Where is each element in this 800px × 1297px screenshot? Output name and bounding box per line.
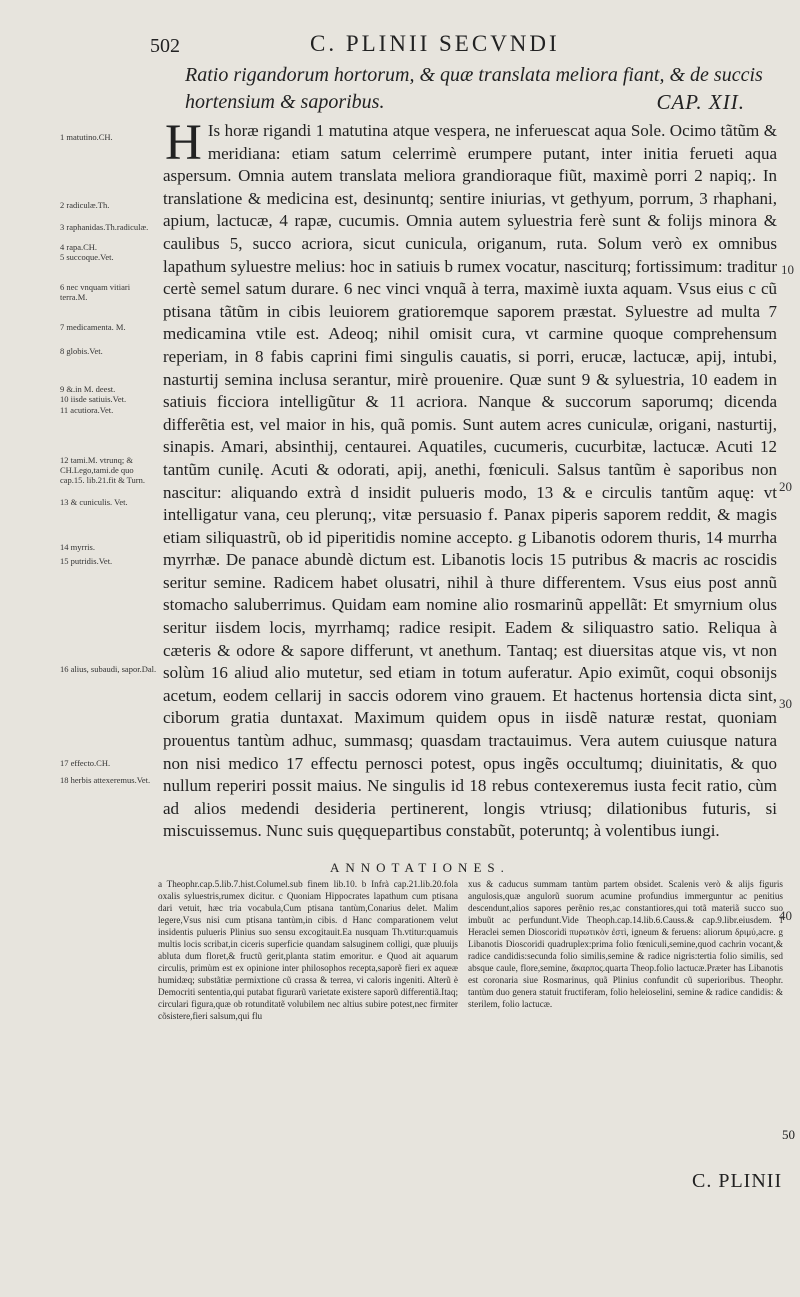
margin-note: 2 radiculæ.Th. xyxy=(60,200,110,210)
margin-note: 18 herbis attexeremus.Vet. xyxy=(60,775,151,785)
chapter-heading xyxy=(185,62,785,116)
line-number: 30 xyxy=(779,696,792,711)
line-number: 20 xyxy=(779,479,792,494)
catchword: C. PLINII xyxy=(692,1170,783,1192)
chapter-text: Is horæ rigandi 1 matutina atque vespera, ne inferuescat aqua Sole. Ocimo tãtũm & meridiana: etiam satum celerrimè erumpere putant, inter initia ferueti aqua aspersum. Omnia autem translata meliora grandioraque fiũt, maximè porri 2 napiq;. In translatione & medicina est, desinuntq; sentire iniurias, vt gethyum, porrum, 3 rhaphani, apium, lactucæ, 4 rapæ, cucumis. Omnia autem syluestria ferè sunt & folijs minora & caulibus 5, succo acriora, sicut cunicula, origanum, ruta. Solum verò ex omnibus lapathum syluestre melius: hoc in satiuis b rumex vocatur, nasciturq; fortissimum: traditur certè semel satum durare. 6 nec vinci vnquã à terra, maximè iuxta aquam. Vsus eius c cũ ptisana tãtũm in cibis leuiorem gratioremque saporem præstat. Syluestre ad multa 7 medicamina vtile est. Adeoq; nihil omisit cura, vt carmine quoque comprehensum reperiam, in 8 fabis caprini fimi singulis cauatis, si porri, erucæ, lactucæ, apij, intubi, nasturtij semina inclusa serantur, mirè prouenire. Quæ sunt 9 & syluestria, 10 eadem in satiuis ficciora intelligũtur & 11 acriora. Nanque & succorum saporumq; dicenda differẽtia est, vel maior in his, quã pomis. Sunt autem acres cuniculæ, origani, nasturtij, sinapis. Amari, absinthij, centaurei. Aquatiles, cucumeris, cucurbitæ, lactucæ. Acuti 12 tantũm cunilę. Acuti & odorati, apij, anethi, fœniculi. Salsus tantũm è saporibus non nascitur: aliquando extrà d insidit pulueris modo, 13 & e circulis tantũm aquę: vt intelligatur vana, ceu plerunq;, vitæ persuasio f. Panax piperis saporem reddit, & magis etiam siliquastrũ, ob id piperitidis nomine accepto. g Libanotis odorem thuris, 14 murrha myrrhæ. De panace abundè dictum est. Libanotis locis 15 putribus & macris ac roscidis seritur semine. Radicem habet olusatri, nihil à thure differentem. Vsus eius post annũ stomacho saluberrimus. Quidam eam nomine alio rosmarinũ appellãt: Et smyrnium olus seritur iisdem locis, myrrhamq; radice resipit. Eadem & siliquastro satio. Reliqua à cæteris & odore & sapore differunt, vt anethum. Tantaq; est diuersitas atque vis, vt non solùm 16 aliud alio mutetur, sed etiam in totum auferatur. Apio eximũt, coqui obsonijs acetum, eodem cellarij in saccis odorem vino grauem. Et hactenus hortensia dicta sint, ciborum gratia duntaxat. Maximum quidem opus in iisdẽ naturæ restat, quoniam prouentus tantùm adhuc, summasq; quasdam tractauimus. Vera autem cuiusque natura non nisi medico 17 effectu pernosci potest, opus ingẽs occultumq; diuinitatis, & quo nullum reperiri possit maius. Ne singulis id 18 rebus contexeremus iusta fecit ratio, cùm ad alios medendi desideria pertinerent, longis vtriusq; dilationibus futuris, si miscuissemus. Nunc suis quęquepartibus constabũt, poteruntq; à volentibus iungi. xyxy=(163,121,777,841)
running-title: C. PLINII SECVNDI xyxy=(310,31,560,56)
annotations-title: ANNOTATIONES. xyxy=(330,860,510,875)
margin-note: 11 acutiora.Vet. xyxy=(60,405,114,415)
margin-note: 13 & cuniculis. Vet. xyxy=(60,497,128,507)
margin-note: 1 matutino.CH. xyxy=(60,132,113,142)
margin-note: 14 myrris. xyxy=(60,542,95,552)
margin-note: 6 nec vnquam vitiari terra.M. xyxy=(60,282,131,302)
margin-note: 17 effecto.CH. xyxy=(60,758,111,768)
margin-note: 5 succoque.Vet. xyxy=(60,252,114,262)
margin-note: 7 medicamenta. M. xyxy=(60,322,126,332)
line-number: 50 xyxy=(782,1127,795,1142)
margin-note: 16 alius, subaudi, sapor.Dal. xyxy=(60,664,157,674)
margin-note: 12 tami.M. vtrunq; & CH.Lego,tami.de quo cap.15. lib.21.fit & Turn. xyxy=(60,455,146,485)
margin-note: 3 raphanidas.Th.radiculæ. xyxy=(60,222,149,232)
chapter-heading-text: Ratio rigandorum hortorum, & quæ translata meliora fiant, & de succis hortensium & saporibus. xyxy=(185,64,763,113)
margin-note: 4 rapa.CH. xyxy=(60,242,98,252)
page-number: 502 xyxy=(150,35,180,57)
drop-cap: H xyxy=(165,115,202,171)
line-number: 10 xyxy=(781,262,794,277)
chapter-body xyxy=(163,115,777,843)
line-number: 40 xyxy=(779,908,792,923)
margin-note: 10 iisde satiuis.Vet. xyxy=(60,394,127,404)
margin-note: 9 &.in M. deest. xyxy=(60,384,116,394)
annotations-left-column: a Theophr.cap.5.lib.7.hist.Columel.sub finem lib.10. b Infrà cap.21.lib.20.fola oxalis syluestris,rumex dicitur. c Quoniam Hippocrates lapathum cum ptisana dari vetuit, hæc tria vocabula,Cum ptisana tantùm,Conarius delet. Malim legere,Vsus nisi cum ptisana tantùm,in cibis. d Hanc comparationem velut insidentis pulueris Plinius suo sensu excogitauit.Ea nusquam Th.vtitur:quamuis multis locis scribat,in ciceris superficie quandam salsuginem colligi, quæ pluuijs abluta dum floret,& fructũ gerit,planta statim emoritur. e Quod ait aquarum circulis, primùm est ex opinione inter philosophos recepta,saporẽ fieri ex aqueæ humidæq; substãtiæ permixtione cũ crassa & terrea, vi caloris ingeniti. Alterũ è Democriti sententia,qui putabat figurarũ varietate existere saporũ differentiã.Itaq; circulari figura,quæ ob rotunditatẽ volubilem nec altius subire potest,nec firmiter cõsistere,fieri salsum,qui flu xyxy=(158,879,458,1021)
margin-note: 15 putridis.Vet. xyxy=(60,556,113,566)
chapter-number: CAP. XII. xyxy=(656,90,745,114)
annotations-right-column: xus & caducus summam tantùm partem obsidet. Scalenis verò & alijs figuris angulosis,quæ angulorũ suorum acumine profundius immerguntur ac penitius descendunt,alios sapores perẽnio res,ac constantiores,qui totã materiã succo suo imbuũt ac perfundunt.Vide Theoph.cap.14.lib.6.Causs.& cap.9.libr.eiusdem. f Heraclei semen Dioscoridi πυρωτικὸν ἐστὶ, igneum & feruens: aliorum δριμύ,acre. g Libanotis Dioscoridi quadruplex:prima folio fœniculi,semine,quod cachrin vocant,& radice candidis:secunda folio similis,semine & radice nigris:tertia folio similis, sed absque caule, flore,semine, ἄκαρπος.quarta Theop.folio lactucæ.Præter has Libanotis est coronaria siue Rosmarinus, quã Plinius confundit cũ superioribus. Theophr. tantùm duo genera statuit fructiferam, folio heleioselini, semine & radice candidis: & sterilem, folio lactucæ. xyxy=(468,879,783,1009)
margin-note: 8 globis.Vet. xyxy=(60,346,103,356)
